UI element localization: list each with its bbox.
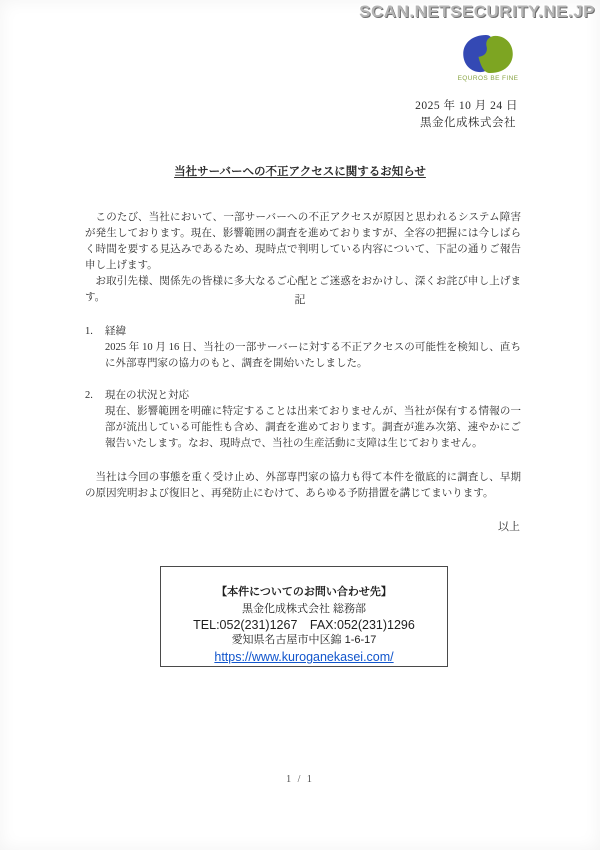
contact-company-dept: 黒金化成株式会社 総務部 — [241, 603, 367, 615]
document-title: 当社サーバーへの不正アクセスに関するお知らせ — [174, 166, 426, 178]
company-logo — [456, 34, 520, 82]
contact-box-title: 【本件についてのお問い合わせ先】 — [216, 586, 392, 598]
closing-paragraph: 当社は今回の事態を重く受け止め、外部専門家の協力も得て本件を徹底的に調査し、早期の原因究明および復旧と、再発防止にむけて、あらゆる予防措置を講じてまいります。 — [85, 472, 521, 499]
contact-address: 愛知県名古屋市中区錦 1-6-17 — [231, 634, 377, 646]
sign-off: 以上 — [498, 521, 520, 533]
page-number: 1 / 1 — [286, 774, 314, 785]
section-heading: 経緯 — [105, 326, 126, 337]
record-mark: 記 — [294, 294, 306, 306]
section-body: 2025 年 10 月 16 日、当社の一部サーバーに対する不正アクセスの可能性を検知し、直ちに外部専門家の協力のもと、調査を開始いたしました。 — [105, 342, 521, 369]
company-name: 黒金化成株式会社 — [420, 117, 516, 129]
intro-paragraph-1: このたび、当社において、一部サーバーへの不正アクセスが原因と思われるシステム障害が発生しております。現在、影響範囲の調査を進めておりますが、全容の把握には今しばらく時間を要する見込みであるため、現時点で判明している内容について、下記の通りご報告申し上げます。 — [85, 212, 521, 271]
section-heading: 現在の状況と対応 — [105, 390, 189, 401]
contact-url-line — [161, 648, 447, 666]
contact-tel-fax: TEL:052(231)1267 FAX:052(231)1296 — [193, 618, 415, 632]
section-history — [85, 324, 521, 372]
section-current-status — [85, 388, 521, 452]
section-number: 2. — [85, 390, 93, 401]
section-body: 現在、影響範囲を明確に特定することは出来ておりませんが、当社が保有する情報の一部が流出している可能性も含め、調査を進めております。調査が進み次第、速やかにご報告いたします。なお、現時点で、当社の生産活動に支障は生じておりません。 — [105, 406, 521, 449]
contact-box — [160, 566, 448, 667]
section-number: 1. — [85, 326, 93, 337]
logo-brand-text: EQUROS BE FINE — [457, 75, 519, 82]
document-date: 2025 年 10 月 24 日 — [415, 100, 518, 112]
contact-url-link[interactable]: https://www.kuroganekasei.com/ — [214, 650, 394, 664]
site-watermark: SCAN.NETSECURITY.NE.JP — [359, 2, 595, 21]
intro-paragraph-2: お取引先様、関係先の皆様に多大なるご心配とご迷惑をおかけし、深くお詫び申し上げます。 — [85, 276, 521, 303]
company-logo-icon — [460, 34, 516, 74]
